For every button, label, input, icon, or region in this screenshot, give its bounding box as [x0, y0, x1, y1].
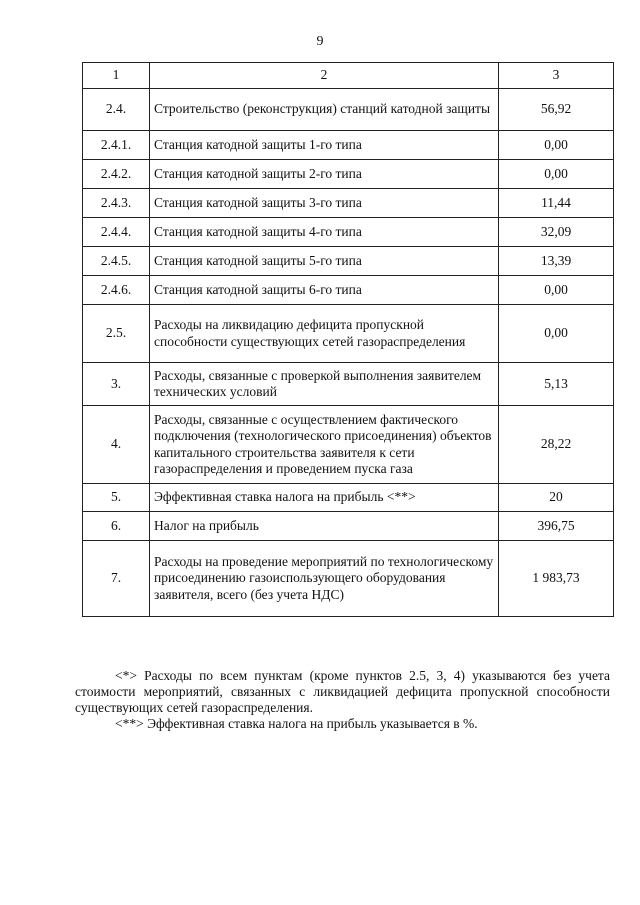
- row-value: 20: [499, 484, 614, 512]
- row-description: Расходы на проведение мероприятий по технологическому присоединению газоиспользующего оборудования заявителя, всего (без учета НДС): [150, 541, 499, 617]
- row-number: 2.4.: [83, 89, 150, 131]
- row-number: 2.4.6.: [83, 276, 150, 305]
- footnotes: [75, 668, 610, 732]
- row-description: Станция катодной защиты 3-го типа: [150, 189, 499, 218]
- row-description: Станция катодной защиты 2-го типа: [150, 160, 499, 189]
- row-description: Станция катодной защиты 1-го типа: [150, 131, 499, 160]
- row-value: 1 983,73: [499, 541, 614, 617]
- row-number: 2.4.5.: [83, 247, 150, 276]
- row-value: 13,39: [499, 247, 614, 276]
- row-number: 2.4.3.: [83, 189, 150, 218]
- row-value: 0,00: [499, 160, 614, 189]
- table-row: [83, 89, 614, 131]
- row-number: 6.: [83, 512, 150, 541]
- page-number: 9: [316, 34, 324, 49]
- cost-table: [82, 62, 614, 617]
- row-value: 56,92: [499, 89, 614, 131]
- row-value: 0,00: [499, 305, 614, 363]
- row-number: 7.: [83, 541, 150, 617]
- table-row: [83, 276, 614, 305]
- row-value: 0,00: [499, 131, 614, 160]
- row-description: Строительство (реконструкция) станций катодной защиты: [150, 89, 499, 131]
- row-value: 28,22: [499, 406, 614, 484]
- header-col-1: 1: [83, 63, 150, 89]
- row-value: 32,09: [499, 218, 614, 247]
- table-row: [83, 218, 614, 247]
- header-col-3: 3: [499, 63, 614, 89]
- table-row: [83, 247, 614, 276]
- table-row: [83, 305, 614, 363]
- row-value: 396,75: [499, 512, 614, 541]
- footnote-2: <**> Эффективная ставка налога на прибыль указывается в %.: [115, 716, 478, 731]
- table-row: [83, 406, 614, 484]
- table-row: [83, 512, 614, 541]
- row-value: 11,44: [499, 189, 614, 218]
- table-row: [83, 541, 614, 617]
- row-description: Расходы, связанные с осуществлением фактического подключения (технологического присоединения) объектов капитального строительства заявителя к сети газораспределения и проведением пуска газа: [150, 406, 499, 484]
- row-number: 4.: [83, 406, 150, 484]
- table-row: [83, 160, 614, 189]
- row-value: 5,13: [499, 363, 614, 406]
- table-header-row: [83, 63, 614, 89]
- row-value: 0,00: [499, 276, 614, 305]
- row-number: 2.4.2.: [83, 160, 150, 189]
- row-description: Эффективная ставка налога на прибыль <**>: [150, 484, 499, 512]
- row-number: 5.: [83, 484, 150, 512]
- row-number: 3.: [83, 363, 150, 406]
- row-description: Налог на прибыль: [150, 512, 499, 541]
- row-number: 2.4.1.: [83, 131, 150, 160]
- table-row: [83, 363, 614, 406]
- row-description: Расходы на ликвидацию дефицита пропускной способности существующих сетей газораспределения: [150, 305, 499, 363]
- header-col-2: 2: [150, 63, 499, 89]
- table-row: [83, 484, 614, 512]
- row-number: 2.4.4.: [83, 218, 150, 247]
- footnote-1: <*> Расходы по всем пунктам (кроме пунктов 2.5, 3, 4) указываются без учета стоимости мероприятий, связанных с ликвидацией дефицита пропускной способности существующих сетей газораспределения.: [75, 668, 610, 715]
- table-row: [83, 189, 614, 218]
- row-description: Станция катодной защиты 6-го типа: [150, 276, 499, 305]
- row-description: Станция катодной защиты 5-го типа: [150, 247, 499, 276]
- table-row: [83, 131, 614, 160]
- row-description: Станция катодной защиты 4-го типа: [150, 218, 499, 247]
- row-description: Расходы, связанные с проверкой выполнения заявителем технических условий: [150, 363, 499, 406]
- row-number: 2.5.: [83, 305, 150, 363]
